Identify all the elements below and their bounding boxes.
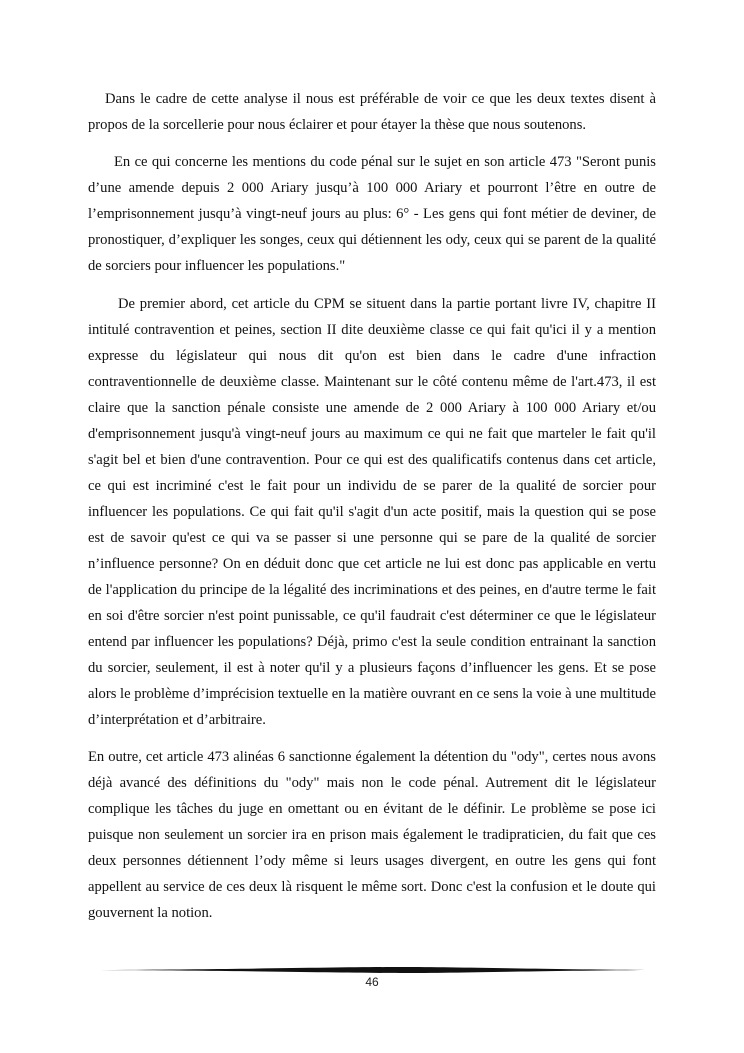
paragraph-analysis: De premier abord, cet article du CPM se situent dans la partie portant livre IV, chapitre II intitulé contravention et peines, section II dite deuxième classe ce qui fait qu'ici il y a mention expresse du législateur qui nous dit qu'on est bien dans le cadre d'une infraction contraventionnelle de deuxième classe. Maintenant sur le côté contenu même de l'art.473, il est claire que la sanction pénale consiste une amende de 2 000 Ariary à 100 000 Ariary et/ou d'emprisonnement jusqu'à vingt-neuf jours au maximum ce qui ne fait que marteler le fait qu'il s'agit bel et bien d'une contravention. Pour ce qui est des qualificatifs contenus dans cet article, ce qui est incriminé c'est le fait pour un individu de se parer de la qualité de sorcier pour influencer les populations. Ce qui fait qu'il s'agit d'un acte positif, mais la question qui se pose est de savoir qu'est ce qui va se passer si une personne qui se pare de la qualité de sorcier n’influence personne? On en déduit donc que cet article ne lui est donc pas applicable en vertu de l'application du principe de la légalité des incriminations et des peines, en d'autre terme le fait en soi d'être sorcier n'est point punissable, ce qu'il faudrait c'est déterminer ce que le législateur entend par influencer les populations? Déjà, primo c'est la seule condition entrainant la sanction du sorcier, seulement, il est à noter qu'il y a plusieurs façons d’influencer les gens. Et se pose alors le problème d’imprécision textuelle en la matière ouvrant en ce sens la voie à une multitude d’interprétation et d’arbitraire. xyxy=(88,296,656,728)
page-number: 46 xyxy=(365,975,379,989)
paragraph-penal-code-quote: En ce qui concerne les mentions du code pénal sur le sujet en son article 473 "Seront punis d’une amende depuis 2 000 Ariary jusqu’à 100 000 Ariary et pourront l’être en outre de l’emprisonnement jusqu’à vingt-neuf jours au plus: 6° - Les gens qui font métier de deviner, de pronostiquer, d’expliquer les songes, ceux qui détiennent les ody, ceux qui se parent de la qualité de sorciers pour influencer les populations." xyxy=(88,154,656,274)
paragraph-intro: Dans le cadre de cette analyse il nous est préférable de voir ce que les deux textes disent à propos de la sorcellerie pour nous éclairer et pour étayer la thèse que nous soutenons. xyxy=(88,91,656,133)
footer-divider xyxy=(100,966,645,974)
paragraph-ody-detention: En outre, cet article 473 alinéas 6 sanctionne également la détention du "ody", certes nous avons déjà avancé des définitions du "ody" mais non le code pénal. Autrement dit le législateur complique les tâches du juge en omettant ou en évitant de le définir. Le problème se pose ici puisque non seulement un sorcier ira en prison mais également le tradipraticien, du fait que ces deux personnes détiennent l’ody même si leurs usages divergent, en outre les gens qui font appellent au service de ces deux là risquent le même sort. Donc c'est la confusion et le doute qui gouvernent la notion. xyxy=(88,749,656,921)
page-body xyxy=(88,86,656,926)
